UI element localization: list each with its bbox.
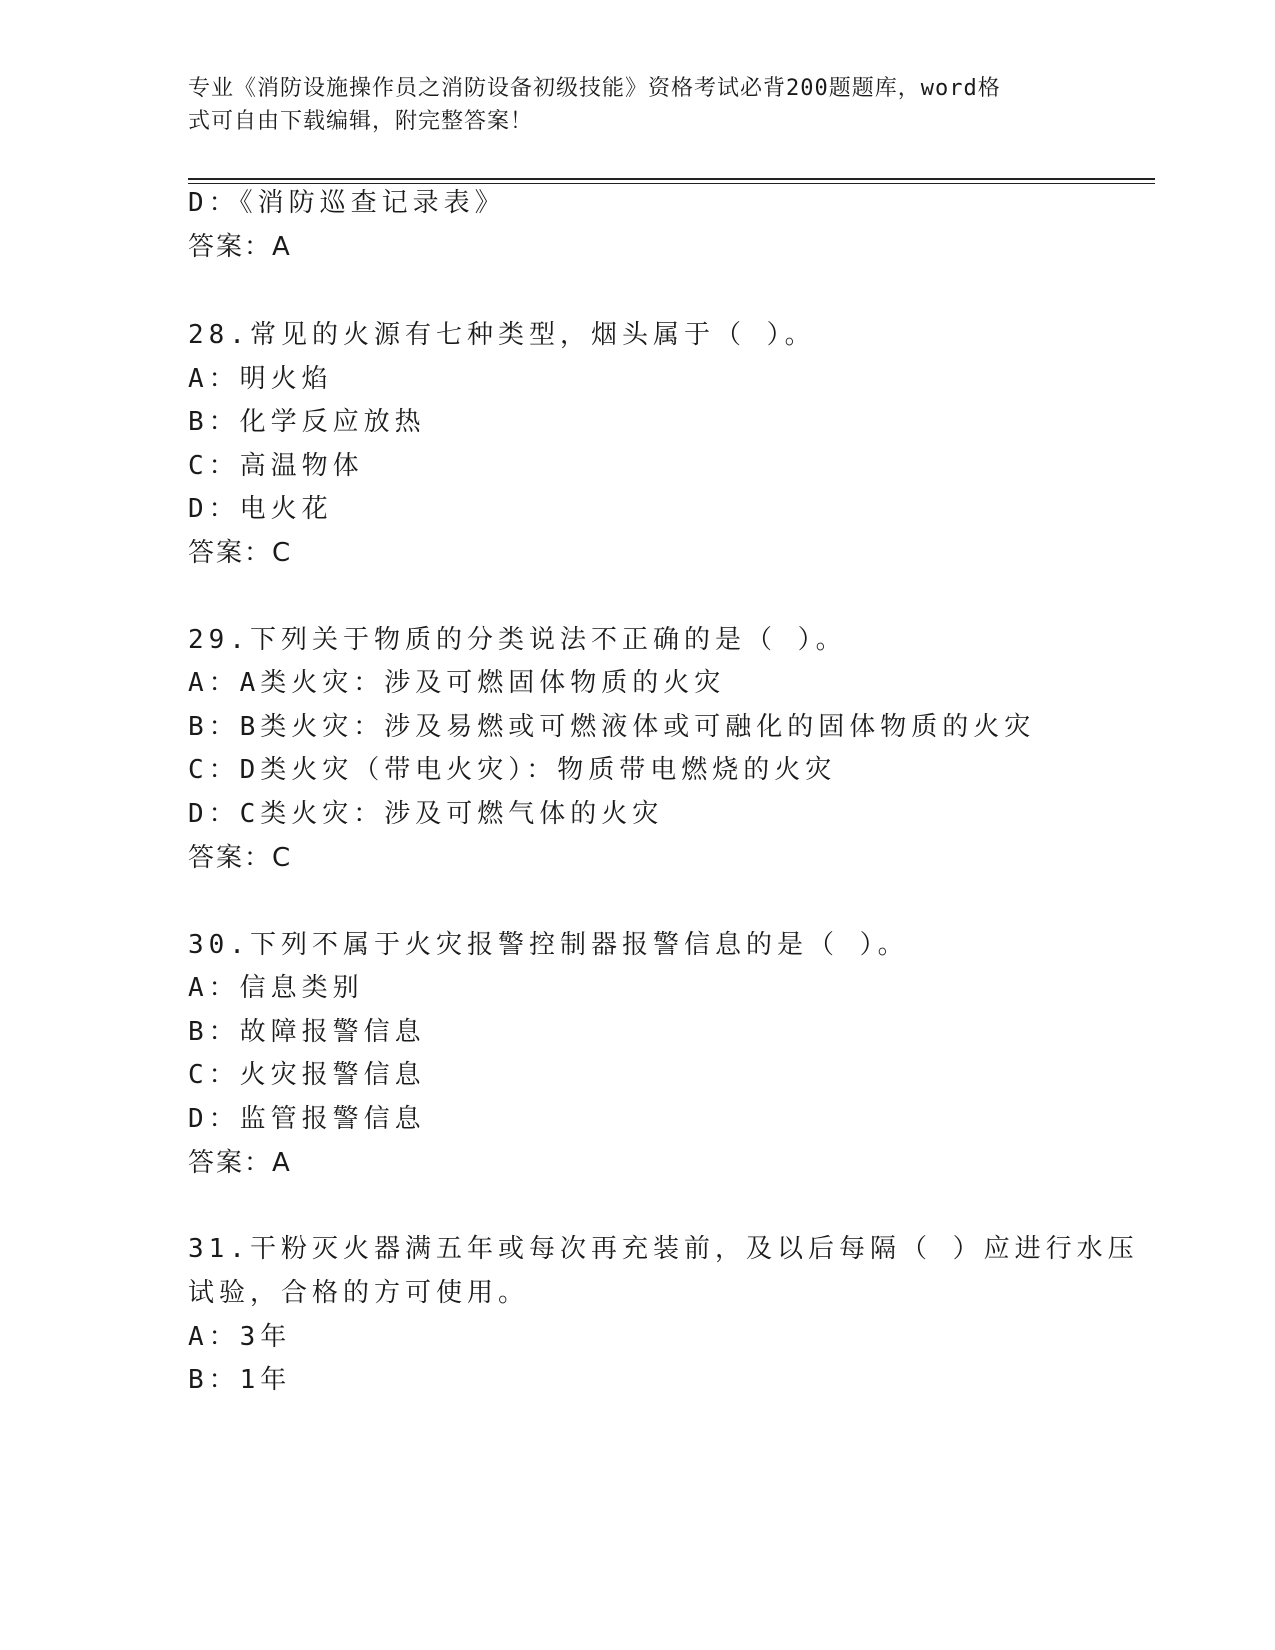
answer: 答案：C [188, 843, 293, 873]
option-c: C：高温物体 [188, 451, 364, 481]
question-stem-line-1: 31.干粉灭火器满五年或每次再充装前，及以后每隔（ ）应进行水压 [188, 1234, 1139, 1264]
option-c: C：火灾报警信息 [188, 1060, 426, 1090]
option-c: C：D类火灾（带电火灾）：物质带电燃烧的火灾 [188, 755, 837, 785]
option-d: D：监管报警信息 [188, 1104, 426, 1134]
question-stem: 29.下列关于物质的分类说法不正确的是（ ）。 [188, 625, 847, 655]
header-line-1: 专业《消防设施操作员之消防设备初级技能》资格考试必背200题题库，word格 [188, 76, 1001, 101]
question-stem-line-2: 试验，合格的方可使用。 [188, 1278, 530, 1308]
option-b: B：故障报警信息 [188, 1017, 426, 1047]
header-line-2: 式可自由下载编辑，附完整答案！ [188, 109, 534, 134]
option-a: A：信息类别 [188, 973, 364, 1003]
document-header [188, 72, 1068, 138]
question-stem: 30.下列不属于火灾报警控制器报警信息的是（ ）。 [188, 930, 909, 960]
prev-answer: 答案：A [188, 232, 292, 262]
option-b: B：化学反应放热 [188, 407, 426, 437]
option-d: D：C类火灾：涉及可燃气体的火灾 [188, 799, 664, 829]
option-b: B：B类火灾：涉及易燃或可燃液体或可融化的固体物质的火灾 [188, 712, 1036, 742]
prev-option-d: D：《消防巡查记录表》 [188, 188, 506, 218]
option-d: D：电火花 [188, 494, 333, 524]
answer: 答案：C [188, 538, 293, 568]
question-stem: 28.常见的火源有七种类型，烟头属于（ ）。 [188, 320, 816, 350]
option-a: A：明火焰 [188, 364, 333, 394]
option-a: A：3年 [188, 1322, 292, 1352]
header-divider-thick [188, 178, 1155, 180]
option-a: A：A类火灾：涉及可燃固体物质的火灾 [188, 668, 726, 698]
option-b: B：1年 [188, 1365, 292, 1395]
header-divider-thin [188, 183, 1155, 184]
answer: 答案：A [188, 1148, 292, 1178]
